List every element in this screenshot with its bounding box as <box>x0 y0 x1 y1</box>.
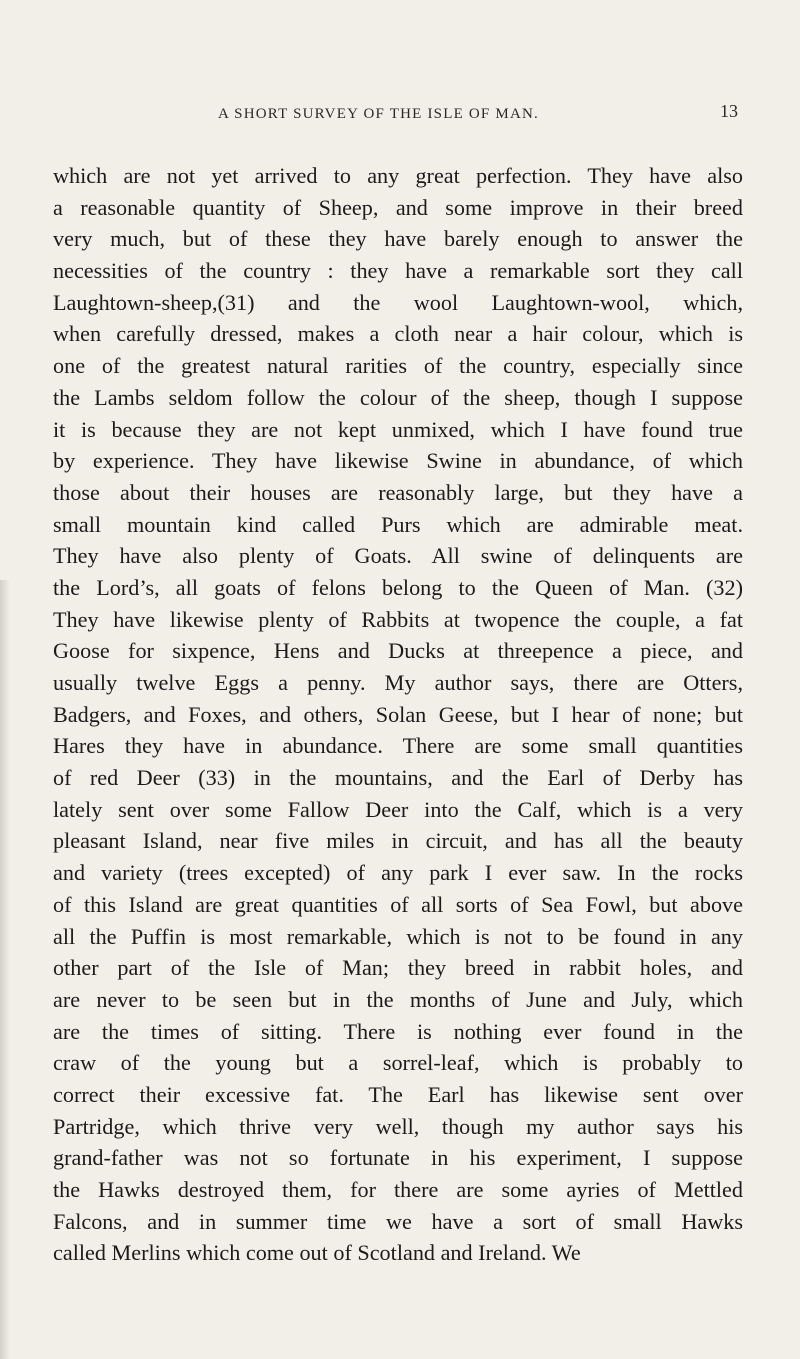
text-line: Partridge, which thrive very well, though my author says his <box>53 1113 743 1139</box>
text-line: They have also plenty of Goats. All swine of delinquents are <box>53 543 743 569</box>
text-line: Badgers, and Foxes, and others, Solan Geese, but I hear of none; but <box>53 701 743 727</box>
text-line: Laughtown-sheep,(31) and the wool Laughtown-wool, which, <box>53 289 743 315</box>
text-line: pleasant Island, near five miles in circuit, and has all the beauty <box>53 828 743 854</box>
body-text <box>53 160 743 1269</box>
text-line: those about their houses are reasonably large, but they have a <box>53 479 743 505</box>
text-line: of red Deer (33) in the mountains, and the Earl of Derby has <box>53 765 743 791</box>
text-line: all the Puffin is most remarkable, which is not to be found in any <box>53 923 743 949</box>
text-line: one of the greatest natural rarities of the country, especially since <box>53 353 743 379</box>
page-edge-shadow <box>0 580 10 1359</box>
page-number: 13 <box>720 101 738 121</box>
text-line: They have likewise plenty of Rabbits at twopence the couple, a fat <box>53 606 743 632</box>
text-line: which are not yet arrived to any great perfection. They have also <box>53 163 743 188</box>
text-line: it is because they are not kept unmixed, which I have found true <box>53 416 743 442</box>
text-line: are never to be seen but in the months of June and July, which <box>53 986 743 1012</box>
text-line: the Lambs seldom follow the colour of the sheep, though I suppose <box>53 384 743 410</box>
text-line: the Lord’s, all goats of felons belong to the Queen of Man. (32) <box>53 574 743 600</box>
text-line: Goose for sixpence, Hens and Ducks at threepence a piece, and <box>53 638 743 664</box>
text-line: by experience. They have likewise Swine in abundance, of which <box>53 448 743 474</box>
text-line: necessities of the country : they have a remarkable sort they call <box>53 258 743 284</box>
text-line: and variety (trees excepted) of any park I ever saw. In the rocks <box>53 860 743 886</box>
text-line: when carefully dressed, makes a cloth near a hair colour, which is <box>53 321 743 347</box>
text-line: the Hawks destroyed them, for there are some ayries of Mettled <box>53 1177 743 1202</box>
text-line: lately sent over some Fallow Deer into the Calf, which is a very <box>53 796 743 822</box>
text-line: are the times of sitting. There is nothing ever found in the <box>53 1018 743 1044</box>
text-line: small mountain kind called Purs which are admirable meat. <box>53 511 743 537</box>
text-line: Hares they have in abundance. There are some small quantities <box>53 733 743 759</box>
text-line: usually twelve Eggs a penny. My author says, there are Otters, <box>53 670 743 695</box>
text-line: other part of the Isle of Man; they breed in rabbit holes, and <box>53 955 743 981</box>
text-line: a reasonable quantity of Sheep, and some improve in their breed <box>53 194 743 220</box>
text-line: of this Island are great quantities of all sorts of Sea Fowl, but above <box>53 891 743 917</box>
text-line: Falcons, and in summer time we have a sort of small Hawks <box>53 1208 743 1234</box>
text-line: called Merlins which come out of Scotland and Ireland. We <box>53 1240 581 1266</box>
running-head: A SHORT SURVEY OF THE ISLE OF MAN. <box>218 106 539 122</box>
text-line: correct their excessive fat. The Earl has likewise sent over <box>53 1081 743 1107</box>
text-line: craw of the young but a sorrel-leaf, which is probably to <box>53 1050 743 1076</box>
text-line: grand-father was not so fortunate in his experiment, I suppose <box>53 1145 743 1171</box>
text-line: very much, but of these they have barely enough to answer the <box>53 226 743 252</box>
